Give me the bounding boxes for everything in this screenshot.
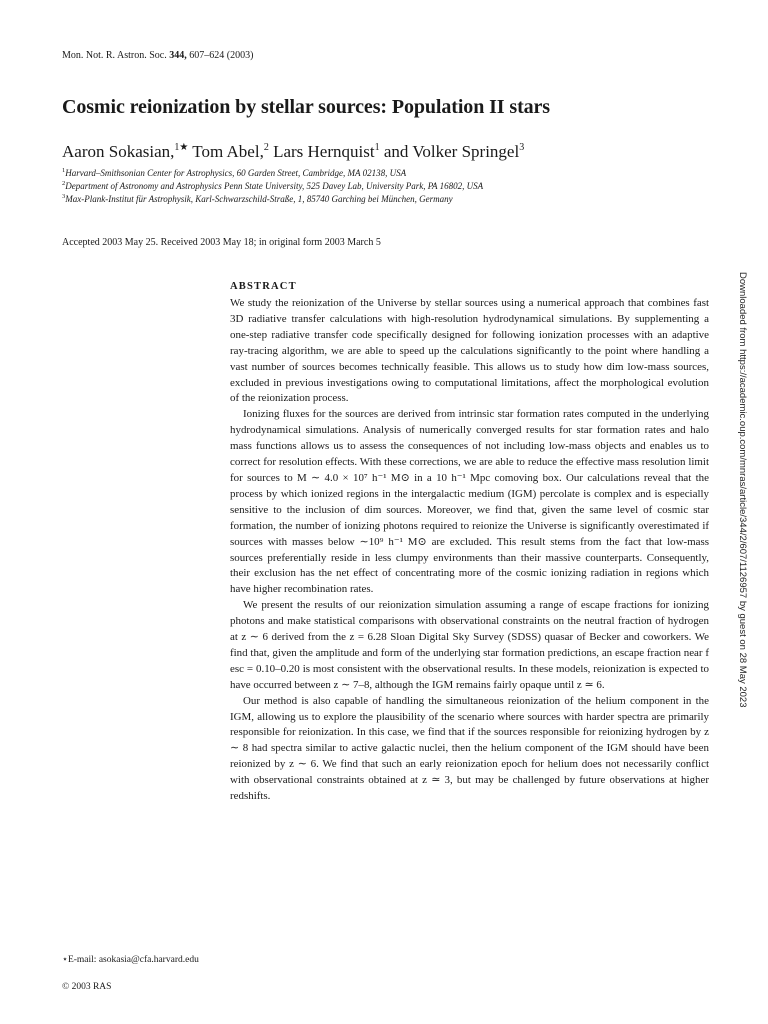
affiliation-mark: 1: [62, 167, 66, 174]
email-footnote: ⋆E-mail: asokasia@cfa.harvard.edu: [62, 955, 199, 965]
author-mark: 3: [519, 142, 525, 153]
affiliation: [62, 167, 406, 178]
author-list: [62, 142, 524, 162]
copyright-notice: © 2003 RAS: [62, 982, 112, 992]
affiliation: [62, 193, 453, 204]
paper-title: Cosmic reionization by stellar sources: Population II stars: [62, 96, 550, 118]
abstract-paragraph: We study the reionization of the Universe by stellar sources using a numerical approach that combines fast 3D radiative transfer calculations with high-resolution hydrodynamical simulations. By supplementing a one-step radiative transfer code specifically designed for following ionization processes with an adaptive ray-tracing algorithm, we are able to speed up the calculations significantly to the point where handling a vast number of sources becomes technically feasible. This allows us to study how dim low-mass sources, excluded in previous investigations owing to computational limitations, affect the morphological evolution of the reionization process.: [230, 297, 709, 405]
author-mark: 1★: [174, 142, 189, 153]
journal-pages: 607–624 (2003): [189, 50, 254, 61]
submission-dates: Accepted 2003 May 25. Received 2003 May 18; in original form 2003 March 5: [62, 237, 381, 248]
author-name: Aaron Sokasian,: [62, 142, 175, 161]
author-mark: 2: [263, 142, 269, 153]
affiliation-mark: 3: [62, 193, 66, 200]
download-note: Downloaded from https://academic.oup.com/mnras/article/344/2/607/1126957 by guest on 28 May 2023: [737, 272, 748, 708]
journal-citation: [62, 50, 253, 61]
journal-name: Mon. Not. R. Astron. Soc.: [62, 50, 167, 61]
author-name: Tom Abel,: [192, 142, 264, 161]
download-watermark: [734, 272, 748, 758]
abstract-paragraph: Our method is also capable of handling the simultaneous reionization of the helium component in the IGM, allowing us to explore the plausibility of the scenario where sources with harder spectra are primarily responsible for reionization. In this case, we find that if the sources responsible for reionizing hydrogen by z ∼ 8 had spectra similar to active galactic nuclei, then the helium component of the IGM should have been reionized by z ∼ 6. We find that such an early reionization epoch for helium does not necessarily conflict with observational constraints obtained at z ≃ 3, but may be challenged by future observations at higher redshifts.: [230, 694, 709, 803]
abstract-paragraph: Ionizing fluxes for the sources are derived from intrinsic star formation rates computed in the underlying hydrodynamical simulations. Analysis of numerically converged results for star formation rates and halo mass functions allows us to assess the consequences of not including low-mass objects and enables us to correct for resolution effects. With these corrections, we are able to reduce the effective mass resolution limit for sources to M ∼ 4.0 × 10⁷ h⁻¹ M⊙ in a 10 h⁻¹ Mpc comoving box. Our calculations reveal that the process by which ionized regions in the intergalactic medium (IGM) percolate is complex and is especially sensitive to the inclusion of dim sources. Moreover, we find that, given the same level of cosmic star formation, the number of ionizing photons required to reionize the Universe is significantly overestimated if sources with masses below ∼10⁹ h⁻¹ M⊙ are excluded. This result stems from the fact that low-mass sources preferentially reside in less clumpy environments than their massive counterparts. Consequently, their exclusion has the net effect of concentrating more of the cosmic ionizing radiation in regions which have higher recombination rates.: [230, 408, 709, 596]
abstract-paragraph: We present the results of our reionization simulation assuming a range of escape fractions for ionizing photons and make statistical comparisons with observational constraints on the neutral fraction of hydrogen at z ∼ 6 derived from the z = 6.28 Sloan Digital Sky Survey (SDSS) quasar of Becker and coworkers. We find that, given the amplitude and form of the underlying star formation predictions, an escape fraction near f esc = 0.10–0.20 is most consistent with the observational results. In these models, reionization is expected to have occurred between z ∼ 7–8, although the IGM remains fairly opaque until z ≃ 6.: [230, 599, 709, 691]
affiliation-text: Department of Astronomy and Astrophysics Penn State University, 525 Davey Lab, University Park, PA 16802, USA: [65, 181, 484, 191]
affiliation-text: Max-Plank-Institut für Astrophysik, Karl-Schwarzschild-Straße, 1, 85740 Garching bei München, Germany: [65, 194, 453, 204]
abstract-heading: ABSTRACT: [230, 281, 297, 292]
author-name: Lars Hernquist: [273, 142, 375, 161]
affiliation: [62, 180, 483, 191]
abstract-body: [230, 296, 709, 805]
affiliation-text: Harvard–Smithsonian Center for Astrophysics, 60 Garden Street, Cambridge, MA 02138, USA: [65, 168, 407, 178]
journal-volume: 344,: [169, 50, 187, 61]
author-name: and Volker Springel: [383, 142, 520, 161]
author-mark: 1: [374, 142, 380, 153]
affiliation-mark: 2: [62, 180, 66, 187]
